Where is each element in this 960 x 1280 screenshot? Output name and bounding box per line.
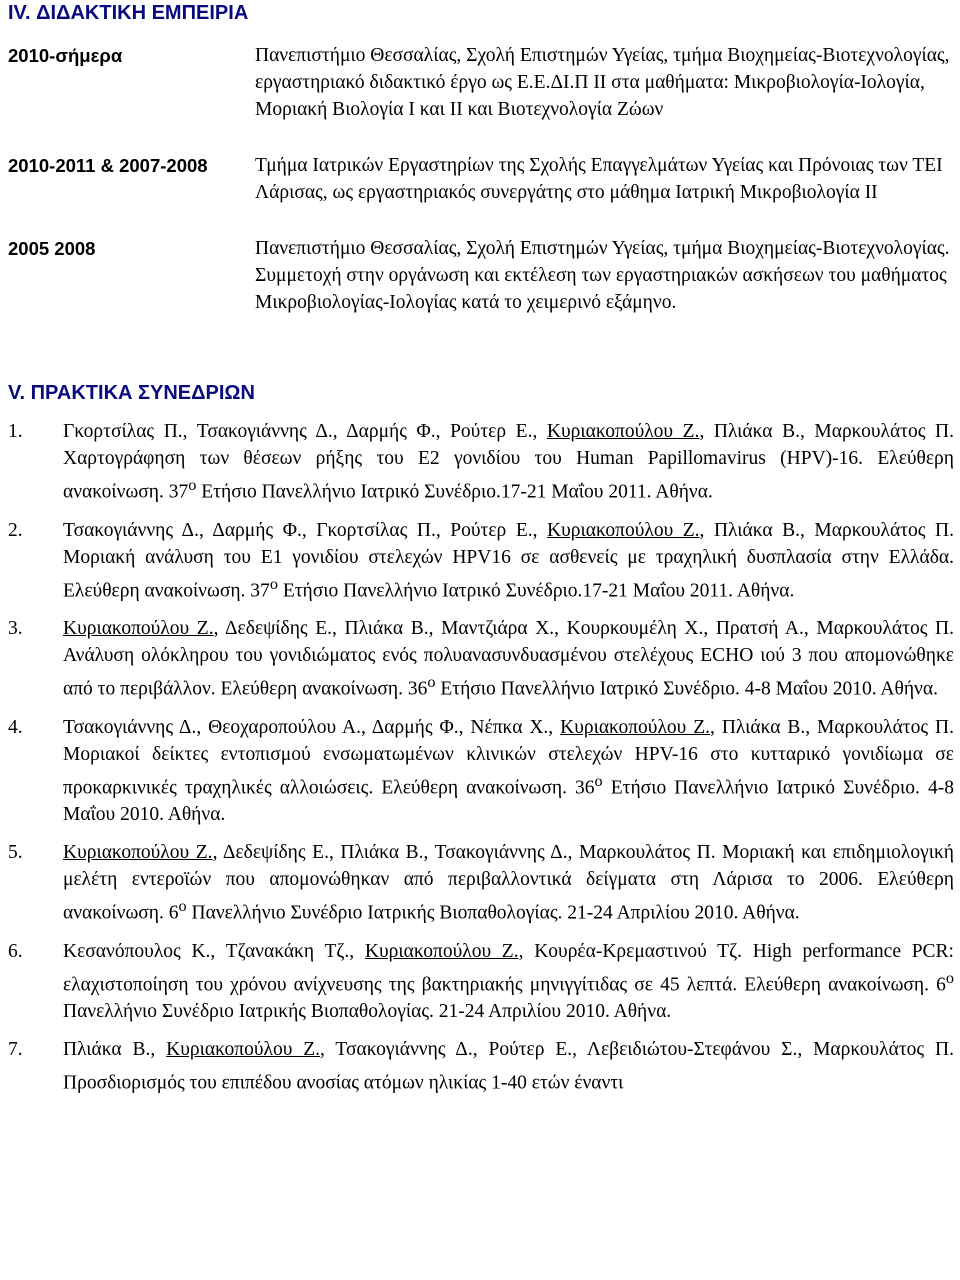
ordinal-superscript: ο bbox=[188, 476, 197, 494]
ordinal-superscript: ο bbox=[178, 897, 187, 915]
item-citation bbox=[63, 517, 954, 605]
section-title-teaching-experience: IV. ΔΙΔΑΚΤΙΚΗ ΕΜΠΕΙΡΙΑ bbox=[8, 2, 249, 24]
ordinal-superscript: ο bbox=[269, 574, 278, 593]
item-citation bbox=[63, 1036, 954, 1097]
citation-body: , Δεδεψίδης Ε., Πλιάκα Β., Τσακογιάννης Δ., Μαρκουλάτος Π. Μοριακή και επιδημιολογική μελέτη εντεροϊών που απομονώθηκαν από περιβαλλοντικά δείγματα στη Λάρισα το 2006. Ελεύθερη ανακοίνωση. 6 bbox=[63, 842, 954, 924]
experience-description: Τμήμα Ιατρικών Εργαστηρίων της Σχολής Επαγγελμάτων Υγείας και Πρόνοιας των ΤΕΙ Λάρισας, ως εργαστηριακός συνεργάτης στο μάθημα Ιατρική Μικροβιολογία ΙΙ bbox=[255, 155, 943, 203]
citation-authors-start: Τσακογιάννης Δ., Δαρμής Φ., Γκορτσίλας Π., Ρούτερ Ε., bbox=[63, 519, 548, 541]
experience-entry bbox=[8, 152, 954, 206]
item-number: 6. bbox=[8, 940, 23, 962]
document-page bbox=[8, 0, 954, 1097]
highlighted-author: Κυριακοπούλου Ζ. bbox=[547, 519, 700, 541]
citation-end: Ετήσιο Πανελλήνιο Ιατρικό Συνέδριο.17-21 Μαΐου 2011. Αθήνα. bbox=[277, 580, 795, 601]
citation-body: , Πλιάκα Β., Μαρκουλάτος Π. Μοριακή ανάλυση του Ε1 γονιδίου στελεχών HPV16 σε ασθενείς με τραχηλική δυσπλασία στην Ελλάδα. Ελεύθερη ανακοίνωση. 37 bbox=[63, 519, 954, 601]
citation-body: , Πλιάκα Β., Μαρκουλάτος Π. Μοριακοί δείκτες εντοπισμού ενσωματωμένων κλινικών στελεχών HPV-16 στο κυτταρικό γονιδίωμα σε προκαρκινικές τραχηλικές αλλοιώσεις. Ελεύθερη ανακοίνωση. 36 bbox=[63, 716, 954, 798]
item-number: 5. bbox=[8, 842, 23, 863]
citation-body: , Κουρέα-Κρεμαστινού Τζ. High performance PCR: ελαχιστοποίηση του χρόνου ανίχνευσης της βακτηριακής μηνιγγίτιδας σε 45 λεπτά. Ελεύθερη ανακοίνωση. 6 bbox=[63, 940, 954, 995]
item-citation bbox=[63, 714, 954, 829]
item-citation bbox=[63, 839, 954, 927]
ordinal-superscript: ο bbox=[945, 968, 954, 987]
citation-end: Πανελλήνιο Συνέδριο Ιατρικής Βιοπαθολογίας. 21-24 Απριλίου 2010. Αθήνα. bbox=[186, 902, 800, 924]
list-item bbox=[8, 1036, 954, 1097]
citation-body: , Τσακογιάννης Δ., Ρούτερ Ε., Λεβειδιώτου-Στεφάνου Σ., Μαρκουλάτος Π. Προσδιορισμός του επιπέδου ανοσίας ατόμων ηλικίας 1-40 ετών έναντι bbox=[63, 1039, 954, 1094]
citation-end: Πανελλήνιο Συνέδριο Ιατρικής Βιοπαθολογίας. 21-24 Απριλίου 2010. Αθήνα. bbox=[63, 1001, 672, 1022]
item-number: 2. bbox=[8, 519, 23, 541]
citation-authors-start: Κεσανόπουλος Κ., Τζανακάκη Τζ., bbox=[63, 940, 365, 962]
highlighted-author: Κυριακοπούλου Ζ. bbox=[560, 716, 711, 738]
list-item bbox=[8, 714, 954, 829]
list-item bbox=[8, 839, 954, 927]
ordinal-superscript: ο bbox=[594, 771, 603, 790]
item-citation bbox=[63, 615, 954, 703]
conference-list bbox=[8, 418, 954, 1097]
experience-entry bbox=[8, 42, 954, 123]
highlighted-author: Κυριακοπούλου Ζ. bbox=[364, 940, 519, 962]
item-number: 3. bbox=[8, 618, 23, 639]
item-number: 7. bbox=[8, 1039, 23, 1060]
citation-body: , Δεδεψίδης Ε., Πλιάκα Β., Μαντζιάρα Χ., Κουρκουμέλη Χ., Πρατσή Α., Μαρκουλάτος Π. Ανάλυση ολόκληρου του γονιδιώματος ενός πολυανασυνδυασμένου στελέχους ECHO ιού 3 που απομονώθηκε από το περιβάλλον. Ελεύθερη ανακοίνωση. 36 bbox=[63, 618, 954, 700]
list-item bbox=[8, 418, 954, 506]
citation-end: Ετήσιο Πανελλήνιο Ιατρικό Συνέδριο.17-21 Μαΐου 2011. Αθήνα. bbox=[196, 481, 713, 503]
item-citation bbox=[63, 418, 954, 506]
citation-authors-start: Πλιάκα Β., bbox=[63, 1039, 167, 1060]
experience-description: Πανεπιστήμιο Θεσσαλίας, Σχολή Επιστημών Υγείας, τμήμα Βιοχημείας-Βιοτεχνολογίας, εργαστηριακό διδακτικό έργο ως Ε.Ε.ΔΙ.Π ΙΙ στα μαθήματα: Μικροβιολογία-Ιολογία, Μοριακή Βιολογία Ι και ΙΙ και Βιοτεχνολογία Ζώων bbox=[255, 45, 950, 120]
citation-end: Ετήσιο Πανελλήνιο Ιατρικό Συνέδριο. 4-8 Μαΐου 2010. Αθήνα. bbox=[435, 678, 938, 700]
experience-date: 2010-σήμερα bbox=[8, 45, 123, 66]
list-item bbox=[8, 517, 954, 605]
experience-entry bbox=[8, 235, 954, 316]
highlighted-author: Κυριακοπούλου Ζ. bbox=[546, 421, 700, 442]
experience-date: 2005 2008 bbox=[8, 238, 96, 259]
citation-body: , Πλιάκα Β., Μαρκουλάτος Π. Χαρτογράφηση των θέσεων ρήξης του Ε2 γονιδίου του Human Papillomavirus (HPV)-16. Ελεύθερη ανακοίνωση. 37 bbox=[63, 421, 954, 503]
list-item bbox=[8, 615, 954, 703]
citation-end: Ετήσιο Πανελλήνιο Ιατρικό Συνέδριο. 4-8 Μαΐου 2010. Αθήνα. bbox=[63, 777, 954, 825]
citation-authors-start: Γκορτσίλας Π., Τσακογιάννης Δ., Δαρμής Φ., Ρούτερ Ε., bbox=[63, 421, 547, 442]
highlighted-author: Κυριακοπούλου Ζ. bbox=[166, 1039, 321, 1060]
list-item bbox=[8, 938, 954, 1026]
section-title-conference-proceedings: V. ΠΡΑΚΤΙΚΑ ΣΥΝΕΔΡΙΩΝ bbox=[8, 382, 255, 404]
item-number: 4. bbox=[8, 716, 23, 738]
citation-authors-start: Τσακογιάννης Δ., Θεοχαροπούλου Α., Δαρμής Φ., Νέπκα Χ., bbox=[63, 716, 561, 738]
highlighted-author: Κυριακοπούλου Ζ. bbox=[63, 618, 214, 639]
experience-description: Πανεπιστήμιο Θεσσαλίας, Σχολή Επιστημών Υγείας, τμήμα Βιοχημείας-Βιοτεχνολογίας. Συμμετοχή στην οργάνωση και εκτέλεση των εργαστηριακών ασκήσεων του μαθήματος Μικροβιολογίας-Ιολογίας κατά το χειμερινό εξάμηνο. bbox=[255, 238, 950, 313]
highlighted-author: Κυριακοπούλου Ζ. bbox=[63, 842, 213, 863]
experience-date: 2010-2011 & 2007-2008 bbox=[8, 155, 208, 176]
teaching-experience-list bbox=[8, 42, 954, 316]
ordinal-superscript: ο bbox=[427, 673, 436, 691]
item-citation bbox=[63, 938, 954, 1026]
item-number: 1. bbox=[8, 421, 23, 442]
